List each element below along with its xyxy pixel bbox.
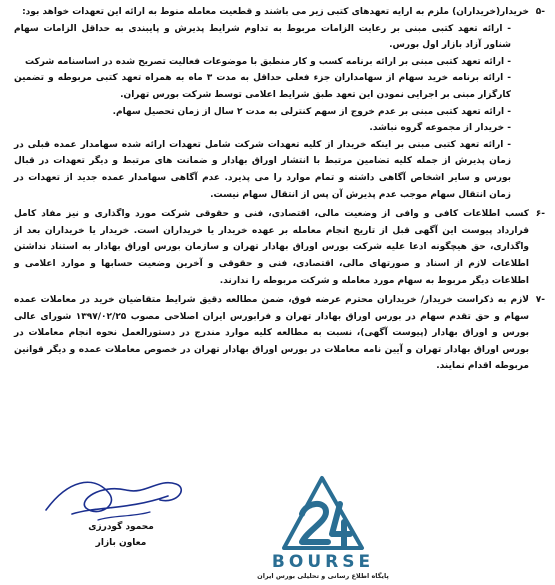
clause-6-number: -۶ — [535, 209, 545, 220]
clause-7-text: لازم به ذکراست خریدار/ خریداران محترم عرضه فوق، ضمن مطالعه دقیق شرایط متقاضیان خرید در معاملات عمده سهام و حق تقدم سهام در بورس اوراق بهادار تهران و فرابورس ایران اصلاحی مصوب ۱۳۹۷/۰۲/۲۵ شورای عالی بورس و اوراق بهادار (پیوست آگهی)، نسبت به مطالعه کلیه موارد مندرج در دستورالعمل نحوه انجام معاملات در بورس اوراق بهادار تهران و آیین نامه معاملات در بورس اوراق بهادار تهران در خصوص معاملات عمده و دیگر قوانین مربوطه اقدام نمایند. — [14, 295, 529, 372]
clause-5-intro: خریدار(خریداران) ملزم به ارایه تعهدهای کتبی زیر می باشند و قطعیت معامله منوط به ارائه این تعهدات خواهد بود: — [22, 7, 529, 17]
announcement-body — [14, 4, 545, 375]
clause-5-bullet-3: - ارائه برنامه خرید سهام از سهامداران جزء فعلی حداقل به مدت ۳ ماه به همراه تعهد کتبی مربوطه و تضمین کارگزار مبنی بر اجرایی نمودن این تعهد طبق شرایط اعلامی توسط شرکت بورس تهران. — [14, 73, 511, 100]
logo-tagline: پایگاه اطلاع رسانی و تحلیلی بورس ایران — [257, 572, 389, 580]
clause-5-bullet-1: - ارائه تعهد کتبی مبنی بر رعایت الزامات مربوط به تداوم شرایط پذیرش و پایبندی به حداقل الزامات سهام شناور آزاد بازار اول بورس. — [14, 23, 511, 51]
bourse-logo — [238, 474, 408, 584]
clause-6 — [14, 206, 545, 289]
signatory-name: محمود گودرزی — [88, 522, 154, 532]
signature-block — [38, 470, 198, 582]
clause-5-bullet-2: - ارائه تعهد کتبی مبنی بر ارائه برنامه کسب و کار منطبق با موضوعات فعالیت تصریح شده در اساسنامه شرکت — [25, 56, 511, 67]
clause-5-number: -۵ — [535, 7, 545, 17]
logo-wordmark: BOURSE — [271, 552, 375, 572]
clause-7 — [14, 292, 545, 375]
clause-5-bullet-6: - ارائه تعهد کتبی مبنی بر اینکه خریدار از کلیه تعهدات شرکت شامل تعهدات ارائه شده سهامدار عمده قبلی در زمان پذیرش از جمله کلیه تضامین مرتبط با انتشار اوراق بهادار و ضمانت های مرتبط و دیگر تعهدات در قبال بورس و سایر اشخاص آگاهی داشته و تمام موارد را می پذیرد. عدم آگاهی سهامدار عمده جدید از تعهدات در زمان انتقال سهام موجب عدم پذیرش آن پس از انتقال سهام نیست. — [14, 139, 511, 200]
clause-5 — [14, 4, 545, 203]
clause-5-bullet-5: - خریدار از مجموعه گروه نباشد. — [369, 123, 511, 134]
clause-6-text: کسب اطلاعات کافی و وافی از وضعیت مالی، اقتصادی، فنی و حقوقی شرکت مورد واگذاری و نیز مفاد کامل قرارداد پیوست این آگهی قبل از تاریخ انجام معامله بر عهده خریدار یا خریداران است. خریدار یا خریداران بعد از واگذاری، حق هیچگونه ادعا علیه شرکت بورس اوراق بهادار تهران و سازمان بورس اوراق بهادار به استناد نداشتن اطلاعات لازم از اسناد و صورتهای مالی، اقتصادی، فنی و حقوقی و آخرین وضعیت حسابها و موارد اعلامی و اطلاعات دیگر مربوط به سهام مورد معامله و شرکت مربوطه را ندارند. — [14, 209, 529, 286]
handwritten-signature — [38, 470, 198, 530]
signatory-title: معاون بازار — [95, 538, 147, 548]
clause-5-bullet-4: - ارائه تعهد کتبی مبنی بر عدم خروج از سهم کنترلی به مدت ۲ سال از زمان تحصیل سهام. — [112, 106, 511, 117]
bourse-emblem-icon — [278, 474, 368, 552]
clause-7-number: -۷ — [535, 295, 545, 306]
